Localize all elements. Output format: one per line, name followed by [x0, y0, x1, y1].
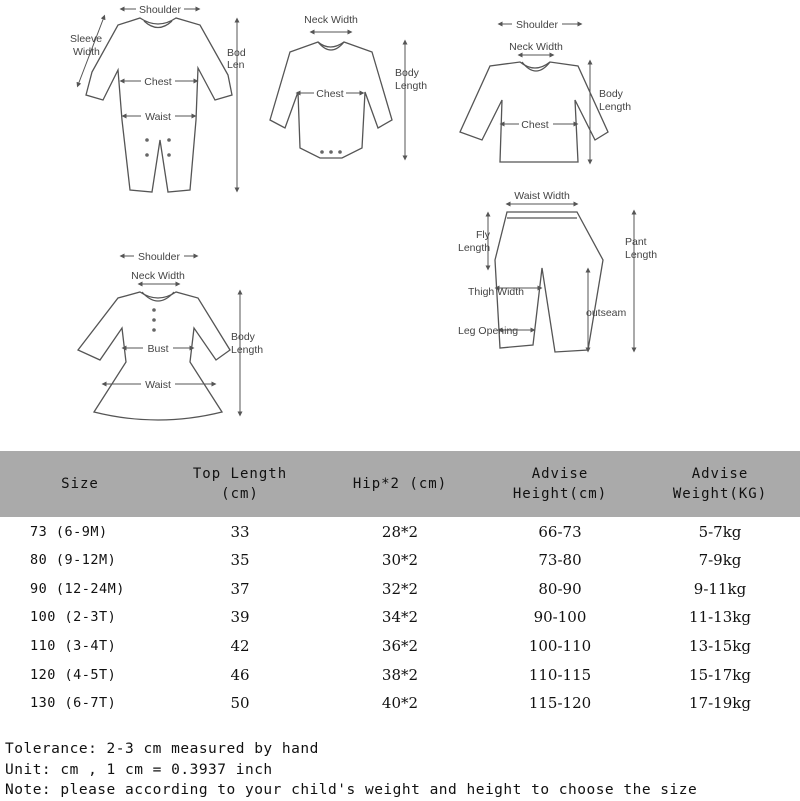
header-advise-weight: Advise Weight(KG)	[672, 466, 768, 502]
top-shoulder-label: Shoulder	[515, 19, 559, 31]
pants-fly-label-2: Length	[458, 242, 491, 254]
pants-diagram	[458, 190, 657, 352]
table-row	[0, 660, 800, 689]
weight-cell: 5-7kg	[698, 522, 742, 541]
pants-fly-label-1: Fly	[476, 229, 490, 241]
header-size: Size	[61, 476, 99, 492]
tolerance-note: Tolerance: 2-3 cm measured by hand	[5, 741, 319, 757]
weight-cell: 7-9kg	[698, 551, 742, 570]
top-neck-width-label: Neck Width	[509, 41, 563, 53]
top-length-cell: 39	[230, 608, 250, 627]
header-hip: Hip*2 (cm)	[352, 476, 448, 492]
header-advise-height: Advise Height(cm)	[512, 466, 608, 502]
dress-waist-label: Waist	[145, 379, 171, 391]
dress-shoulder-label: Shoulder	[137, 251, 181, 263]
height-cell: 66-73	[538, 522, 582, 541]
top-length-cell: 46	[230, 665, 250, 684]
pants-leg-opening-label: Leg Opening	[458, 325, 519, 337]
top-length-cell: 42	[230, 637, 250, 656]
hip-cell: 32*2	[381, 579, 419, 598]
header-top-length: Top Length (cm)	[192, 466, 288, 502]
top-chest-label: Chest	[521, 119, 549, 131]
size-cell: 80 (9-12M)	[30, 552, 117, 569]
top-length-cell: 50	[230, 694, 250, 713]
top-length-cell: 37	[230, 579, 250, 598]
size-cell: 120 (4-5T)	[30, 666, 117, 683]
top-length-cell: 35	[230, 551, 250, 570]
height-cell: 90-100	[533, 608, 587, 627]
pants-waist-width-label: Waist Width	[514, 190, 570, 202]
bodysuit-diagram	[270, 14, 427, 158]
height-cell: 80-90	[538, 579, 582, 598]
dress-neck-width-label: Neck Width	[131, 270, 185, 282]
hip-cell: 38*2	[381, 665, 419, 684]
table-row	[0, 517, 800, 546]
table-row	[0, 574, 800, 603]
size-cell: 110 (3-4T)	[30, 638, 117, 655]
pants-pant-label-1: Pant	[625, 236, 647, 248]
pants-thigh-width-label: Thigh Width	[468, 286, 525, 298]
romper-chest-label: Chest	[144, 76, 172, 88]
romper-waist-label: Waist	[145, 111, 171, 123]
romper-diagram	[70, 2, 246, 192]
height-cell: 73-80	[538, 551, 582, 570]
bodysuit-chest-label: Chest	[316, 88, 344, 100]
weight-cell: 13-15kg	[689, 637, 751, 656]
top-diagram	[460, 17, 631, 162]
notes-block	[5, 739, 800, 801]
size-cell: 100 (2-3T)	[30, 609, 117, 626]
table-row	[0, 546, 800, 575]
bodysuit-body-label-2: Length	[395, 80, 428, 92]
top-body-label-2: Length	[599, 101, 632, 113]
height-cell: 115-120	[528, 694, 592, 713]
romper-sleeve-label-1: Sleeve	[70, 33, 103, 45]
weight-cell: 11-13kg	[689, 608, 751, 627]
hip-cell: 28*2	[381, 522, 419, 541]
table-row	[0, 689, 800, 718]
romper-sleeve-label-2: Width	[73, 46, 100, 58]
weight-cell: 17-19kg	[689, 694, 751, 713]
dress-body-label-2: Length	[231, 344, 264, 356]
size-choice-note: Note: please according to your child's weight and height to choose the size	[5, 782, 698, 798]
dress-body-label-1: Body	[231, 331, 255, 343]
size-cell: 90 (12-24M)	[30, 580, 125, 597]
table-row	[0, 632, 800, 661]
size-cell: 130 (6-7T)	[30, 695, 117, 712]
dress-bust-label: Bust	[147, 343, 169, 355]
romper-body-label-2: Len	[227, 59, 245, 71]
table-header-row	[0, 451, 800, 517]
pants-pant-label-2: Length	[625, 249, 658, 261]
height-cell: 110-115	[528, 665, 592, 684]
top-length-cell: 33	[230, 522, 250, 541]
hip-cell: 34*2	[381, 608, 419, 627]
top-body-label-1: Body	[599, 88, 623, 100]
bodysuit-body-label-1: Body	[395, 67, 419, 79]
unit-note: Unit: cm , 1 cm = 0.3937 inch	[5, 761, 273, 778]
height-cell: 100-110	[528, 637, 592, 656]
romper-shoulder-label: Shoulder	[138, 4, 182, 16]
dress-diagram	[78, 249, 263, 420]
weight-cell: 9-11kg	[693, 579, 747, 598]
size-chart-table	[0, 451, 800, 718]
hip-cell: 30*2	[381, 551, 419, 570]
hip-cell: 40*2	[381, 694, 419, 713]
size-cell: 73 (6-9M)	[30, 523, 108, 540]
bodysuit-neck-width-label: Neck Width	[304, 14, 358, 26]
table-row	[0, 603, 800, 632]
romper-body-label-1: Bod	[227, 47, 246, 59]
weight-cell: 15-17kg	[689, 665, 751, 684]
hip-cell: 36*2	[381, 637, 419, 656]
pants-outseam-label: outseam	[586, 307, 627, 319]
